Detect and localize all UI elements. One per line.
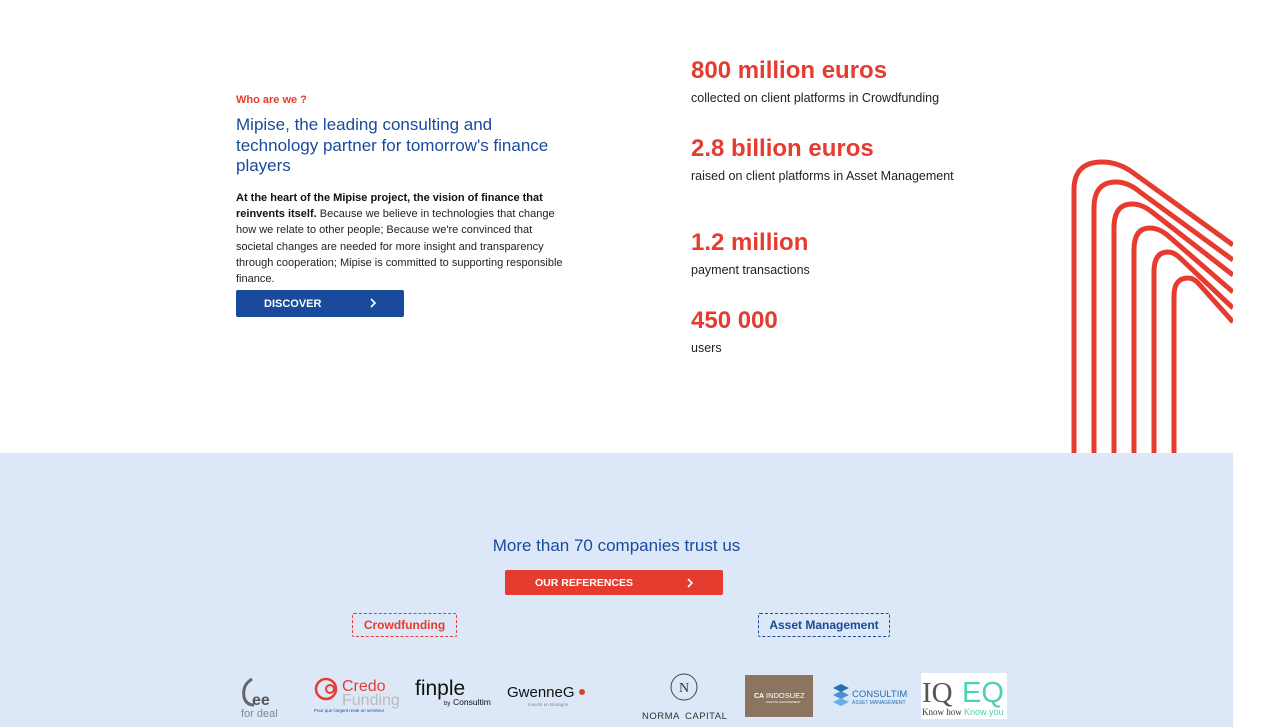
stat-users [691, 307, 961, 356]
norma-initial: N [678, 681, 690, 696]
beefordeal-subtext: for deal [241, 708, 278, 720]
finple-logo[interactable] [414, 671, 492, 723]
norma-word: NORMA [642, 711, 680, 722]
stat-value: 2.8 billion euros [691, 135, 874, 162]
section-headline: Mipise, the leading consulting and technology partner for tomorrow's finance players [236, 115, 549, 175]
stat-label: payment transactions [691, 263, 810, 277]
gwenneg-sub: Investir en Bretagne [528, 702, 569, 707]
tab-asset-management[interactable]: Asset Management [758, 613, 890, 637]
indosuez-text: INDOSUEZ [766, 691, 805, 700]
credo-funding-logo[interactable] [312, 671, 404, 723]
gwenneg-logo[interactable] [506, 671, 588, 723]
stat-crowdfunding [691, 57, 961, 106]
section-eyebrow: Who are we ? [236, 94, 307, 106]
stat-label: collected on client platforms in Crowdfunding [691, 91, 940, 105]
section-body [236, 190, 566, 287]
finple-sub: Consultim [453, 697, 491, 707]
beefordeal-text: ee [252, 692, 270, 709]
references-button-label: OUR REFERENCES [535, 576, 634, 589]
finple-text: finple [415, 677, 466, 700]
stat-value: 1.2 million [691, 229, 809, 256]
discover-button[interactable] [236, 290, 404, 317]
trust-section [0, 453, 1233, 727]
iqeq-logo[interactable] [920, 671, 1008, 723]
stat-value: 800 million euros [691, 57, 888, 84]
funding-text: Funding [342, 692, 400, 709]
credo-tagline: Pour que l'argent reste un serviteur [314, 708, 385, 713]
consultim-logo[interactable] [830, 671, 914, 723]
body-lead: At the heart of the Mipise project, the vision of finance that reinvents itself. [236, 192, 543, 221]
indosuez-mark: CA [754, 693, 765, 700]
knowhow-text: Know how [922, 707, 962, 717]
body-rest: Because we believe in technologies that change how we relate to other people; Because we're convinced that societal changes are needed for more insight and transparency through cooperation; Mipise is committed to supporting responsible finance. [236, 208, 563, 286]
consultim-text: CONSULTIM [852, 689, 908, 700]
knowyou-text: Know you [964, 707, 1004, 717]
our-references-button[interactable] [505, 570, 723, 595]
decorative-lines-graphic [1060, 150, 1233, 453]
indosuez-sub: WEALTH MANAGEMENT [766, 700, 801, 704]
discover-button-label: DISCOVER [264, 297, 322, 310]
chevron-right-icon [685, 578, 695, 588]
stat-label: users [691, 341, 722, 355]
beefordeal-logo[interactable] [238, 671, 286, 723]
stat-asset-management [691, 135, 961, 184]
tab-crowdfunding[interactable]: Crowdfunding [352, 613, 457, 637]
consultim-sub: ASSET MANAGEMENT [852, 700, 906, 706]
eq-text: EQ [962, 677, 1004, 709]
credo-text: Credo [342, 678, 386, 695]
trust-title: More than 70 companies trust us [492, 536, 741, 555]
stat-payments [691, 229, 961, 278]
chevron-right-icon [368, 298, 378, 308]
stat-value: 450 000 [691, 307, 778, 334]
iq-text: IQ [922, 677, 953, 709]
gwenneg-text: GwenneG [507, 684, 575, 701]
indosuez-logo[interactable] [744, 671, 814, 723]
finple-by: by [444, 701, 451, 707]
capital-word: CAPITAL [685, 711, 728, 722]
stat-label: raised on client platforms in Asset Management [691, 169, 954, 183]
norma-capital-logo[interactable] [640, 671, 730, 723]
